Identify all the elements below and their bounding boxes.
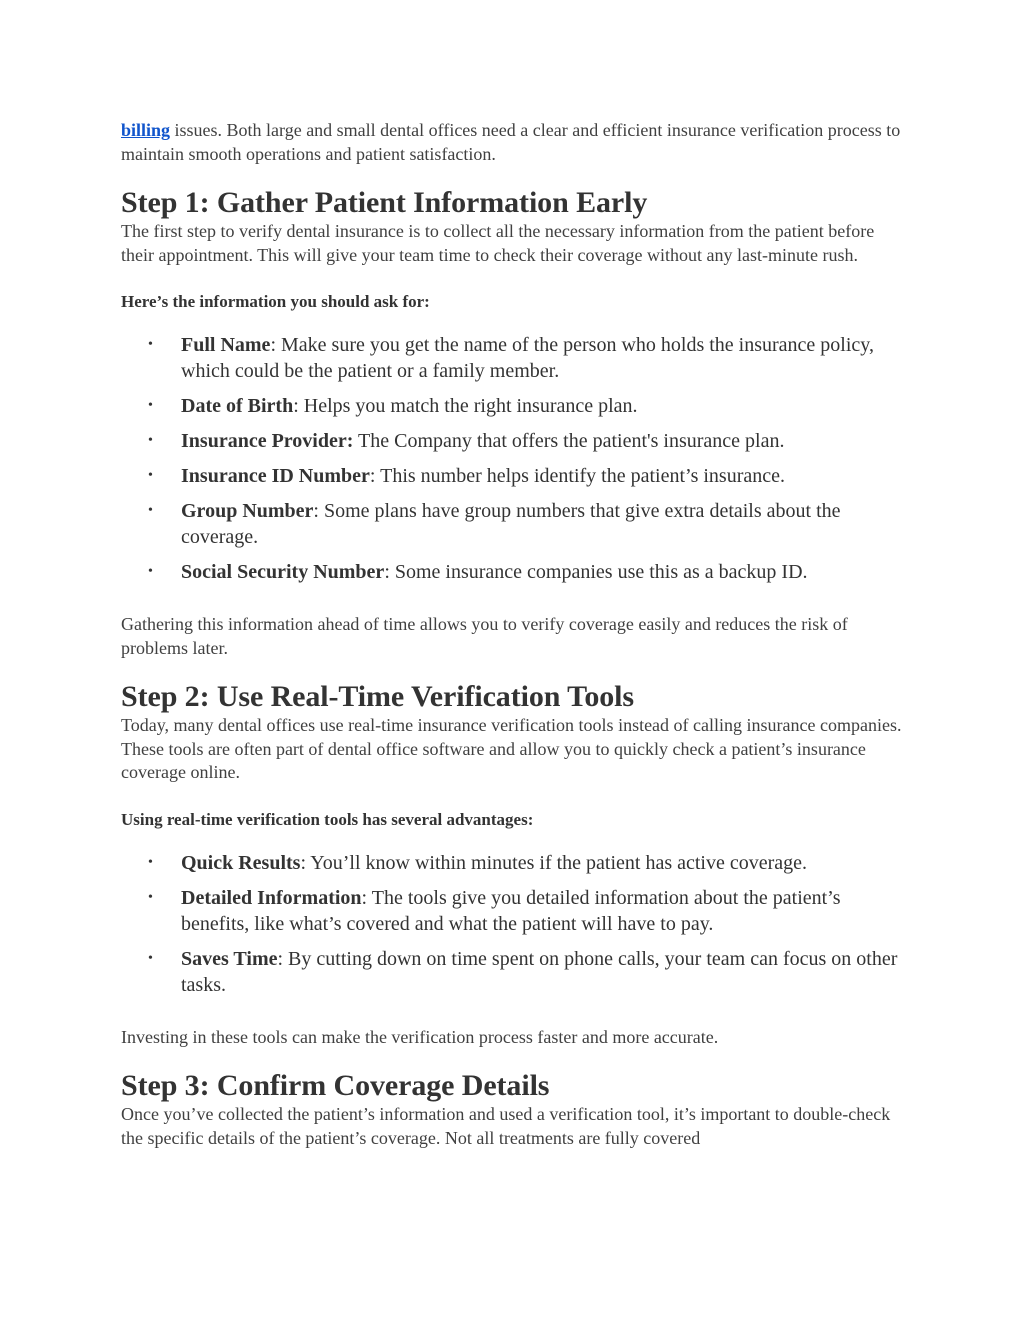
bullet-icon: •	[148, 398, 153, 413]
step1-subheading: Here’s the information you should ask for:	[121, 292, 430, 311]
step1-paragraph: The first step to verify dental insurance is to collect all the necessary information from the patient before their appointment. This will give your team time to check their coverage without any last-minute rush.	[121, 221, 875, 265]
step1-heading: Step 1: Gather Patient Information Early	[121, 186, 648, 219]
step2-list	[121, 850, 911, 998]
list-item	[121, 393, 911, 419]
list-item	[121, 559, 911, 585]
bullet-icon: •	[148, 337, 153, 352]
list-item-term: Date of Birth	[181, 395, 294, 417]
list-item	[121, 463, 911, 489]
list-item-term: Detailed Information	[181, 886, 362, 909]
list-item-term: Social Security Number	[181, 561, 385, 583]
step1-closing: Gathering this information ahead of time allows you to verify coverage easily and reduces the risk of problems later.	[121, 614, 848, 658]
step2-closing: Investing in these tools can make the verification process faster and more accurate.	[121, 1026, 719, 1047]
list-item	[121, 332, 911, 384]
list-item	[121, 850, 911, 876]
bullet-icon: •	[148, 564, 153, 579]
list-item-text: : This number helps identify the patient’s insurance.	[369, 465, 786, 487]
step2-heading: Step 2: Use Real-Time Verification Tools	[121, 680, 634, 713]
bullet-icon: •	[148, 889, 153, 905]
bullet-icon: •	[148, 950, 153, 966]
list-item	[121, 498, 911, 550]
intro-paragraph	[121, 119, 911, 166]
list-item-text: : The tools give you detailed information about the patient’s benefits, like what’s covered and what the patient will have to pay.	[181, 886, 841, 935]
list-item-term: Group Number	[181, 500, 314, 522]
step2-subheading: Using real-time verification tools has several advantages:	[121, 809, 534, 829]
bullet-icon: •	[148, 503, 153, 518]
list-item-text: : Some insurance companies use this as a backup ID.	[384, 561, 808, 583]
list-item-text: : Some plans have group numbers that give extra details about the coverage.	[181, 500, 841, 548]
list-item	[121, 428, 911, 454]
list-item-text: : Make sure you get the name of the person who holds the insurance policy, which could be the patient or a family member.	[181, 334, 874, 382]
list-item-term: Saves Time	[181, 947, 278, 970]
bullet-icon: •	[148, 468, 153, 483]
list-item-term: Insurance Provider:	[181, 430, 354, 452]
list-item-text: : Helps you match the right insurance plan.	[293, 395, 638, 417]
step3-paragraph: Once you’ve collected the patient’s information and used a verification tool, it’s important to double-check the specific details of the patient’s coverage. Not all treatments are fully covered	[121, 1104, 891, 1148]
billing-link[interactable]: billing	[121, 120, 171, 140]
step2-paragraph: Today, many dental offices use real-time insurance verification tools instead of calling insurance companies. These tools are often part of dental office software and allow you to quickly check a patient’s insurance coverage online.	[121, 715, 902, 782]
list-item-term: Full Name	[181, 334, 271, 356]
bullet-icon: •	[148, 854, 153, 870]
intro-text: issues. Both large and small dental offices need a clear and efficient insurance verification process to maintain smooth operations and patient satisfaction.	[121, 120, 901, 164]
list-item-term: Insurance ID Number	[181, 465, 370, 487]
bullet-icon: •	[148, 433, 153, 448]
article-content	[121, 119, 911, 1150]
list-item	[121, 946, 911, 998]
list-item-text: : By cutting down on time spent on phone calls, your team can focus on other tasks.	[181, 947, 898, 996]
list-item-term: Quick Results	[181, 851, 301, 874]
list-item-text: : You’ll know within minutes if the patient has active coverage.	[300, 851, 808, 874]
step1-list	[121, 332, 911, 585]
list-item-text: The Company that offers the patient's insurance plan.	[353, 430, 785, 452]
step3-heading: Step 3: Confirm Coverage Details	[121, 1069, 550, 1102]
list-item	[121, 885, 911, 937]
